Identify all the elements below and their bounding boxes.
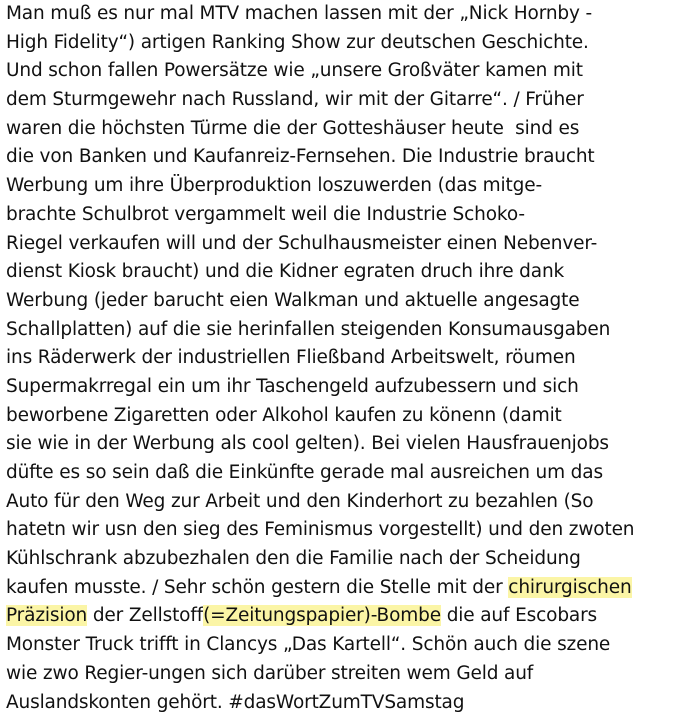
text-line [6,258,682,287]
text-line [6,689,682,718]
text-line [6,57,682,86]
text-line [6,287,682,316]
text-segment: Man muß es nur mal MTV machen lassen mit der „Nick Hornby - [6,3,593,24]
text-segment: die auf Escobars [440,605,598,627]
highlighted-text: Präzision [6,605,88,627]
text-line [6,430,682,459]
text-segment: Auto für den Weg zur Arbeit und den Kinderhort zu bezahlen (So [6,490,594,512]
highlighted-text: (=Zeitungspapier)-Bombe [203,605,441,627]
text-segment: Auslandskonten gehört. #dasWortZumTVSamstag [6,691,465,713]
text-segment: brachte Schulbrot vergammelt weil die Industrie Schoko- [6,203,525,225]
text-line [6,402,682,431]
text-line [6,201,682,230]
document-body [6,0,682,717]
text-segment: High Fidelity“) artigen Ranking Show zur deutschen Geschichte. [6,31,589,53]
text-line [6,344,682,373]
text-segment: der Zellstoff [87,605,204,627]
text-line [6,459,682,488]
text-line [6,373,682,402]
text-line [6,660,682,689]
text-line [6,602,682,631]
text-line [6,516,682,545]
text-segment: Werbung um ihre Überproduktion loszuwerden (das mitge- [6,175,542,197]
text-line [6,488,682,517]
text-segment: Kühlschrank abzubezhalen den die Familie nach der Scheidung [6,548,581,570]
text-segment: Supermakrregal ein um ihr Taschengeld aufzubessern und sich [6,375,579,397]
text-line [6,230,682,259]
text-segment: düfte es so sein daß die Einkünfte gerade mal ausreichen um das [6,462,603,483]
text-segment: wie zwo Regier-ungen sich darüber streiten wem Geld auf [6,662,534,684]
text-line [6,574,682,603]
text-segment: Werbung (jeder barucht eien Walkman und aktuelle angesagte [6,289,580,311]
text-segment: waren die höchsten Türme die der Gotteshäuser heute sind es [6,117,580,139]
text-line [6,143,682,172]
text-segment: beworbene Zigaretten oder Alkohol kaufen zu könenn (damit [6,404,562,426]
text-segment: Und schon fallen Powersätze wie „unsere Großväter kamen mit [6,60,583,82]
text-line [6,545,682,574]
text-segment: dienst Kiosk braucht) und die Kidner egraten druch ihre dank [6,261,565,283]
text-segment: kaufen musste. / Sehr schön gestern die Stelle mit der [6,576,509,598]
text-segment: sie wie in der Werbung als cool gelten). Bei vielen Hausfrauenjobs [6,433,609,455]
text-line [6,29,682,58]
text-line [6,0,682,29]
text-line [6,316,682,345]
text-line [6,115,682,144]
text-line [6,172,682,201]
text-segment: dem Sturmgewehr nach Russland, wir mit der Gitarre“. / Früher [6,89,584,111]
text-segment: Monster Truck trifft in Clancys „Das Kartell“. Schön auch die szene [6,634,611,656]
text-segment: die von Banken und Kaufanreiz-Fernsehen. Die Industrie braucht [6,146,595,168]
text-line [6,631,682,660]
text-line [6,86,682,115]
text-segment: hatetn wir usn den sieg des Feminismus vorgestellt) und den zwoten [6,519,635,541]
text-segment: Riegel verkaufen will und der Schulhausmeister einen Nebenver- [6,232,598,254]
text-segment: Schallplatten) auf die sie herinfallen steigenden Konsumausgaben [6,318,611,340]
text-segment: ins Räderwerk der industriellen Fließband Arbeitswelt, röumen [6,347,576,369]
highlighted-text: chirurgischen [508,576,632,598]
